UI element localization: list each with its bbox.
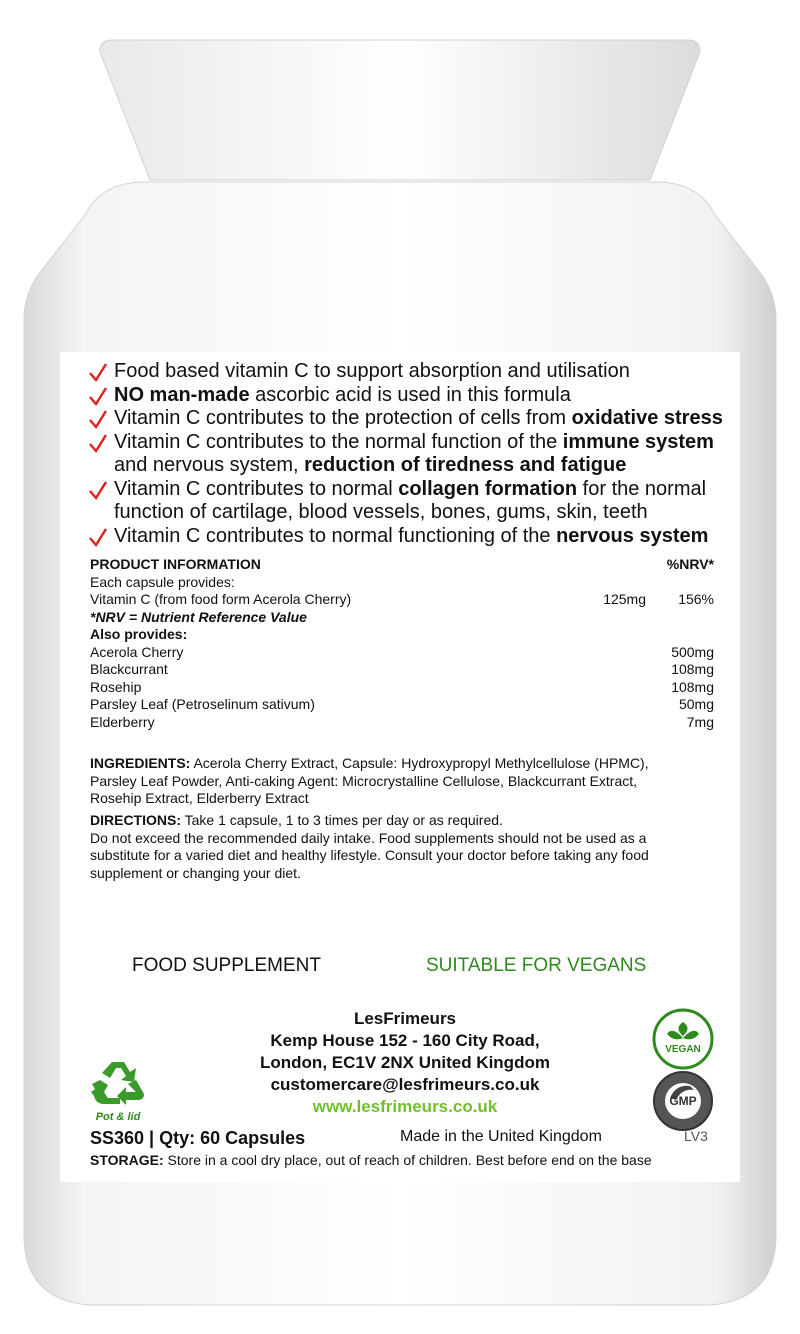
storage-info: STORAGE: Store in a cool dry place, out of reach of children. Best before end on the base: [90, 1152, 652, 1168]
ingredients: INGREDIENTS: Acerola Cherry Extract, Capsule: Hydroxypropyl Methylcellulose (HPMC), Parsley Leaf Powder, Anti-caking Agent: Microcrystalline Cellulose, Blackcurrant Extract, Rosehip Extract, Elderberry Extract: [90, 755, 649, 806]
bottle-cap: [100, 40, 700, 180]
directions: DIRECTIONS: Take 1 capsule, 1 to 3 times per day or as required. Do not exceed the recommended daily intake. Food supplements should not be used as a substitute for a varied diet and healthy lifestyle. Consult your doctor before taking any food supplement or changing your diet.: [90, 812, 649, 881]
recycle-icon: [90, 1058, 146, 1106]
claim-4: Vitamin C contributes to the normal function of the immune system and nervous system, reduction of tiredness and fatigue: [88, 431, 738, 478]
company-name: LesFrimeurs: [353, 1009, 457, 1028]
address-line-1: Kemp House 152 - 160 City Road,: [270, 1031, 540, 1050]
claim-1: Food based vitamin C to support absorption and utilisation: [88, 360, 738, 384]
claim-2: NO man-made ascorbic acid is used in this formula: [88, 384, 738, 408]
check-icon: [88, 361, 108, 383]
also-provides: Also provides:: [90, 626, 188, 642]
recycle-symbol: [88, 1058, 148, 1123]
also-row: Rosehip 108mg: [90, 678, 714, 695]
product-information: [90, 556, 714, 731]
check-icon: [88, 526, 108, 548]
sku-quantity: SS360 | Qty: 60 Capsules: [90, 1128, 306, 1148]
check-icon: [88, 432, 108, 454]
gmp-badge-text: GMP: [669, 1094, 697, 1108]
vegan-badge-text: VEGAN: [665, 1044, 701, 1055]
info-header: PRODUCT INFORMATION %NRV*: [90, 556, 714, 572]
website: www.lesfrimeurs.co.uk: [312, 1097, 498, 1116]
claim-6: Vitamin C contributes to normal functioning of the nervous system: [88, 525, 738, 549]
vitamin-c-row: Vitamin C (from food form Acerola Cherry) 125mg 156%: [90, 591, 714, 607]
made-in: Made in the United Kingdom: [400, 1128, 602, 1145]
recycle-label: Pot & lid: [95, 1111, 141, 1123]
check-icon: [88, 385, 108, 407]
claim-3: Vitamin C contributes to the protection of cells from oxidative stress: [88, 407, 738, 431]
check-icon: [88, 479, 108, 501]
also-row: Elderberry 7mg: [90, 713, 714, 730]
email: customercare@lesfrimeurs.co.uk: [270, 1075, 540, 1094]
company-address: [220, 1008, 590, 1118]
also-row: Blackcurrant 108mg: [90, 661, 714, 677]
vegan-badge: [652, 1008, 714, 1075]
gmp-badge: [652, 1070, 714, 1137]
also-row: Acerola Cherry 500mg: [90, 643, 714, 660]
nrv-note: *NRV = Nutrient Reference Value: [90, 608, 307, 625]
vegan-leaf-icon: [652, 1008, 714, 1070]
claims-list: [88, 360, 738, 548]
claim-5: Vitamin C contributes to normal collagen formation for the normal function of cartilage, blood vessels, bones, gums, skin, teeth: [88, 478, 738, 525]
food-supplement-label: FOOD SUPPLEMENT: [132, 955, 321, 976]
address-line-2: London, EC1V 2NX United Kingdom: [260, 1053, 550, 1072]
also-row: Parsley Leaf (Petroselinum sativum) 50mg: [90, 696, 714, 712]
each-capsule: Each capsule provides:: [90, 573, 235, 590]
check-icon: [88, 408, 108, 430]
suitable-for-vegans-label: SUITABLE FOR VEGANS: [426, 955, 647, 976]
label-version: LV3: [684, 1128, 708, 1144]
